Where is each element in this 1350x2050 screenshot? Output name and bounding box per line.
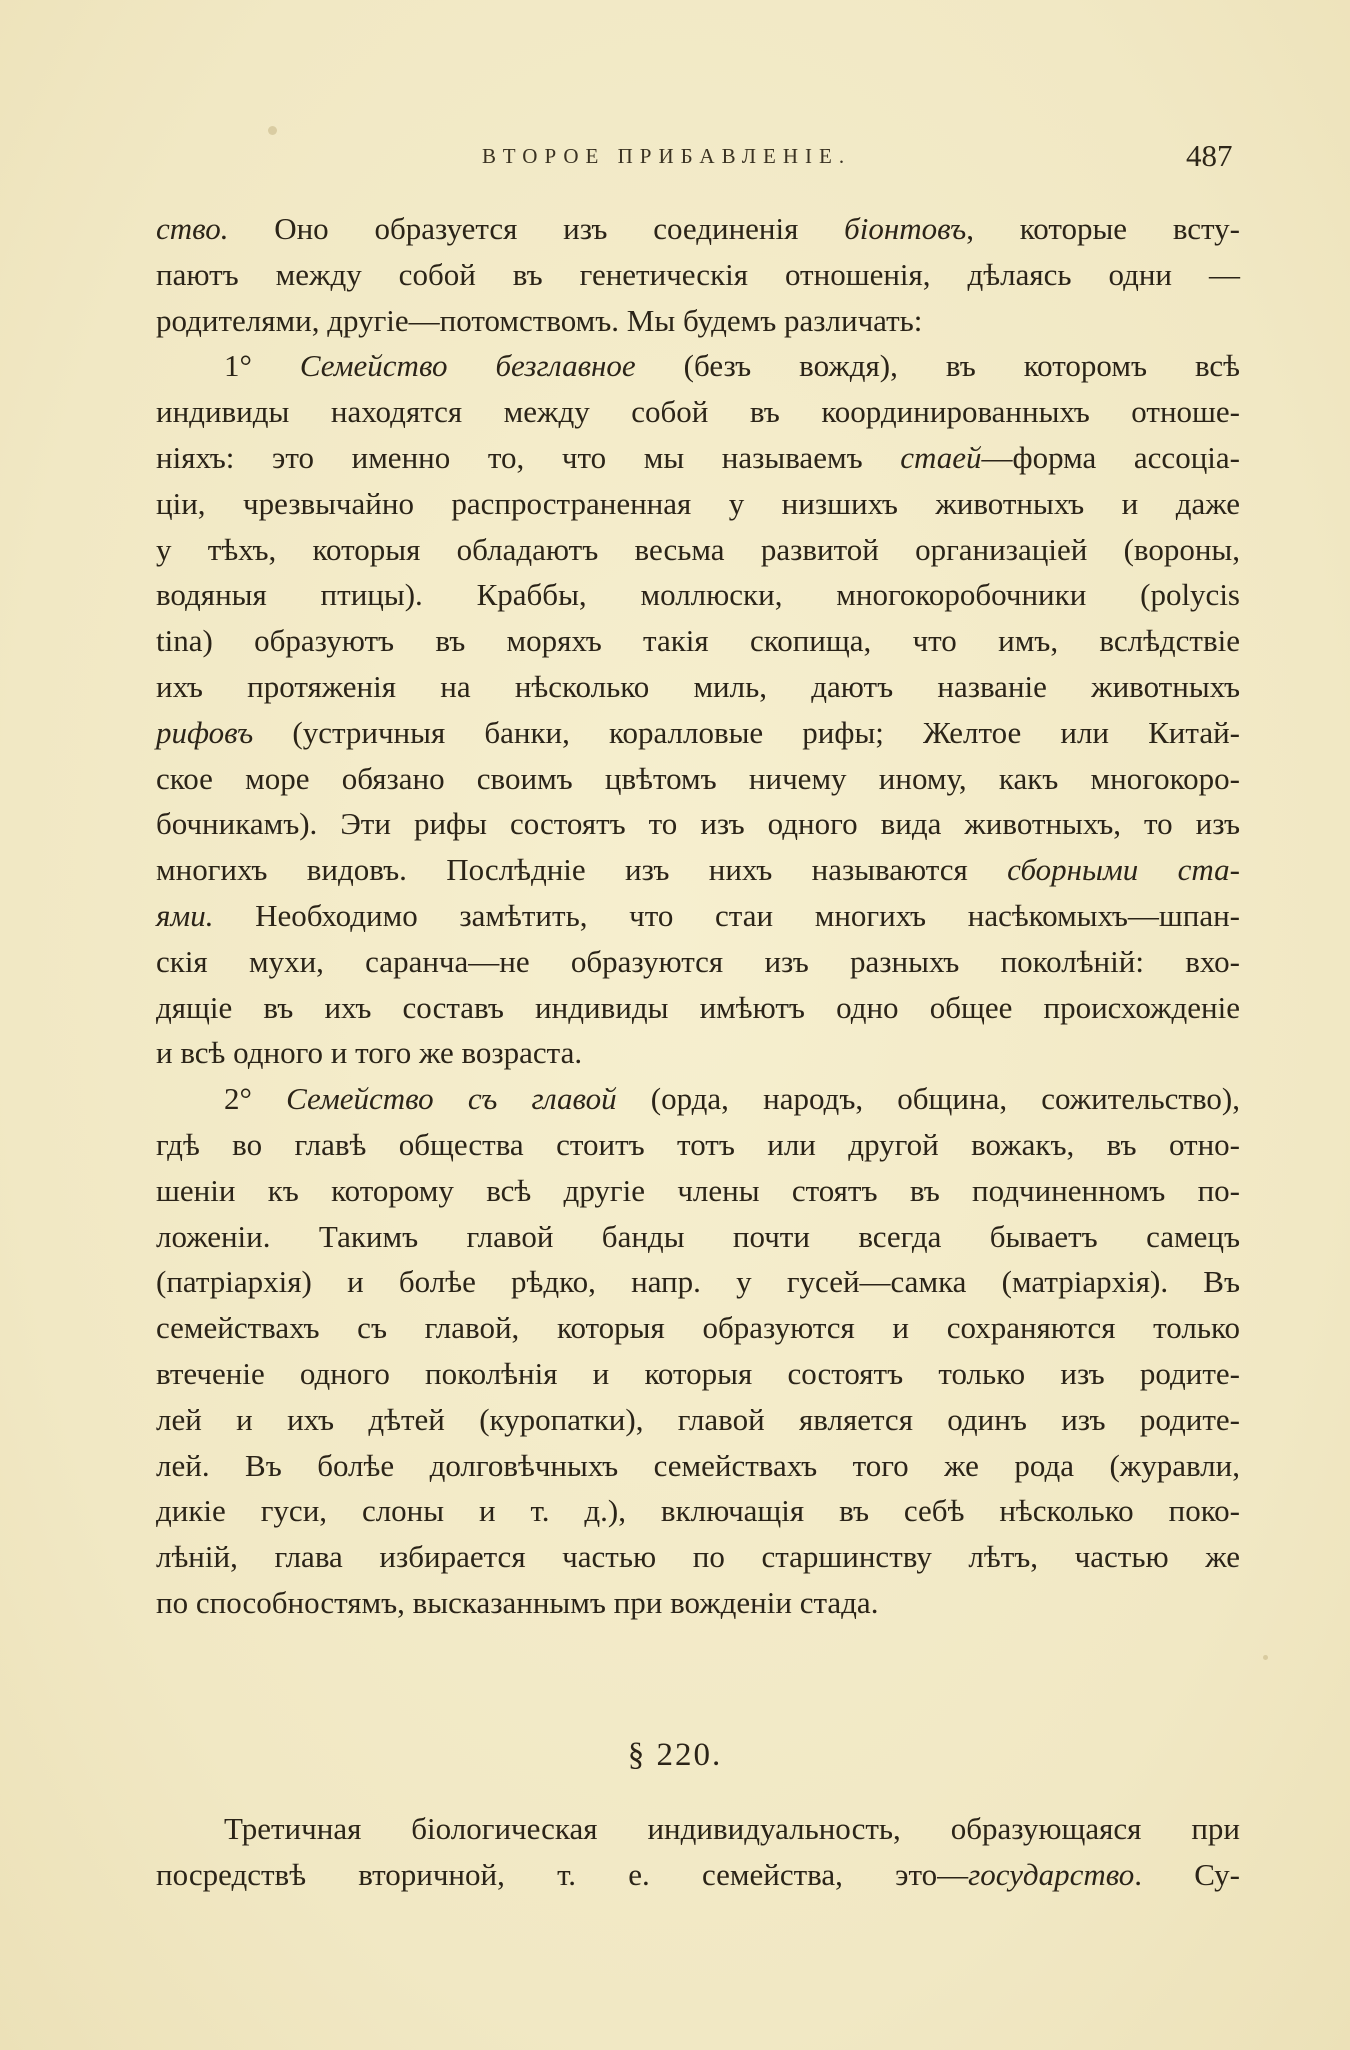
text-line: 1° Семейство безглавное (безъ вождя), въ которомъ всѣ	[224, 348, 1240, 384]
text-line: бочникамъ). Эти рифы состоятъ то изъ одного вида животныхъ, то изъ	[156, 806, 1240, 842]
text-line: лей и ихъ дѣтей (куропатки), главой является одинъ изъ родите-	[156, 1401, 1240, 1437]
section-heading: § 220.	[627, 1737, 723, 1773]
running-title: ВТОРОЕ ПРИБАВЛЕНIЕ.	[482, 144, 852, 168]
text-line: дящіе въ ихъ составъ индивиды имѣютъ одно общее происхожденіе	[156, 989, 1240, 1025]
text-line: втеченіе одного поколѣнія и которыя состоятъ только изъ родите-	[156, 1355, 1240, 1391]
text-line: шеніи къ которому всѣ другіе члены стоятъ въ подчиненномъ по-	[156, 1172, 1240, 1208]
text-line: (патріархія) и болѣе рѣдко, напр. у гусей—самка (матріархія). Въ	[156, 1264, 1240, 1300]
body-text	[156, 206, 1240, 1626]
text-line: посредствѣ вторичной, т. е. семейства, это—государство. Су-	[156, 1856, 1241, 1892]
text-line: семействахъ съ главой, которыя образуются и сохраняются только	[156, 1310, 1240, 1346]
text-line: родителями, другіе—потомствомъ. Мы будемъ различать:	[156, 302, 923, 338]
running-header	[0, 138, 1350, 178]
text-line: лей. Въ болѣе долговѣчныхъ семействахъ того же рода (журавли,	[156, 1447, 1240, 1483]
body-text-continued	[156, 1806, 1240, 1898]
text-line: по способностямъ, высказаннымъ при вожденіи стада.	[156, 1584, 879, 1620]
text-line: Третичная біологическая индивидуальность, образующаяся при	[224, 1811, 1240, 1846]
text-line: лѣній, глава избирается частью по старшинству лѣтъ, частью же	[156, 1539, 1240, 1575]
text-line: скія мухи, саранча—не образуются изъ разныхъ поколѣній: вхо-	[156, 943, 1240, 979]
text-line: ское море обязано своимъ цвѣтомъ ничему иному, какъ многокоро-	[156, 760, 1240, 796]
text-line: рифовъ (устричныя банки, коралловые рифы; Желтое или Китай-	[156, 714, 1240, 750]
text-line: ложеніи. Такимъ главой банды почти всегда бываетъ самецъ	[156, 1218, 1240, 1254]
page-number: 487	[1186, 138, 1233, 173]
text-line: ство. Оно образуется изъ соединенія біонтовъ, которые всту-	[156, 211, 1240, 246]
text-line: 2° Семейство съ главой (орда, народъ, община, сожительство),	[224, 1081, 1240, 1117]
text-line: ніяхъ: это именно то, что мы называемъ стаей—форма ассоціа-	[156, 439, 1240, 475]
text-line: водяныя птицы). Краббы, моллюски, многокоробочники (polycis	[156, 577, 1240, 613]
text-line: ціи, чрезвычайно распространенная у низшихъ животныхъ и даже	[156, 485, 1240, 521]
text-line: у тѣхъ, которыя обладаютъ весьма развитой организаціей (вороны,	[156, 531, 1240, 567]
text-line: ихъ протяженія на нѣсколько миль, даютъ названіе животныхъ	[156, 668, 1240, 704]
text-line: индивиды находятся между собой въ координированныхъ отноше-	[156, 394, 1240, 430]
text-line: дикіе гуси, слоны и т. д.), включащія въ себѣ нѣсколько поко-	[156, 1493, 1240, 1529]
text-line: tina) образуютъ въ моряхъ такія скопища, что имъ, вслѣдствіе	[156, 623, 1240, 659]
text-line: многихъ видовъ. Послѣдніе изъ нихъ называются сборными ста-	[156, 852, 1240, 888]
paper-speck	[1263, 1655, 1268, 1660]
text-line: паютъ между собой въ генетическія отношенія, дѣлаясь одни —	[156, 256, 1240, 292]
text-line: гдѣ во главѣ общества стоитъ тотъ или другой вожакъ, въ отно-	[156, 1126, 1240, 1162]
paper-speck	[268, 126, 277, 135]
text-line: ями. Необходимо замѣтить, что стаи многихъ насѣкомыхъ—шпан-	[156, 897, 1240, 933]
text-line: и всѣ одного и того же возраста.	[156, 1035, 583, 1071]
